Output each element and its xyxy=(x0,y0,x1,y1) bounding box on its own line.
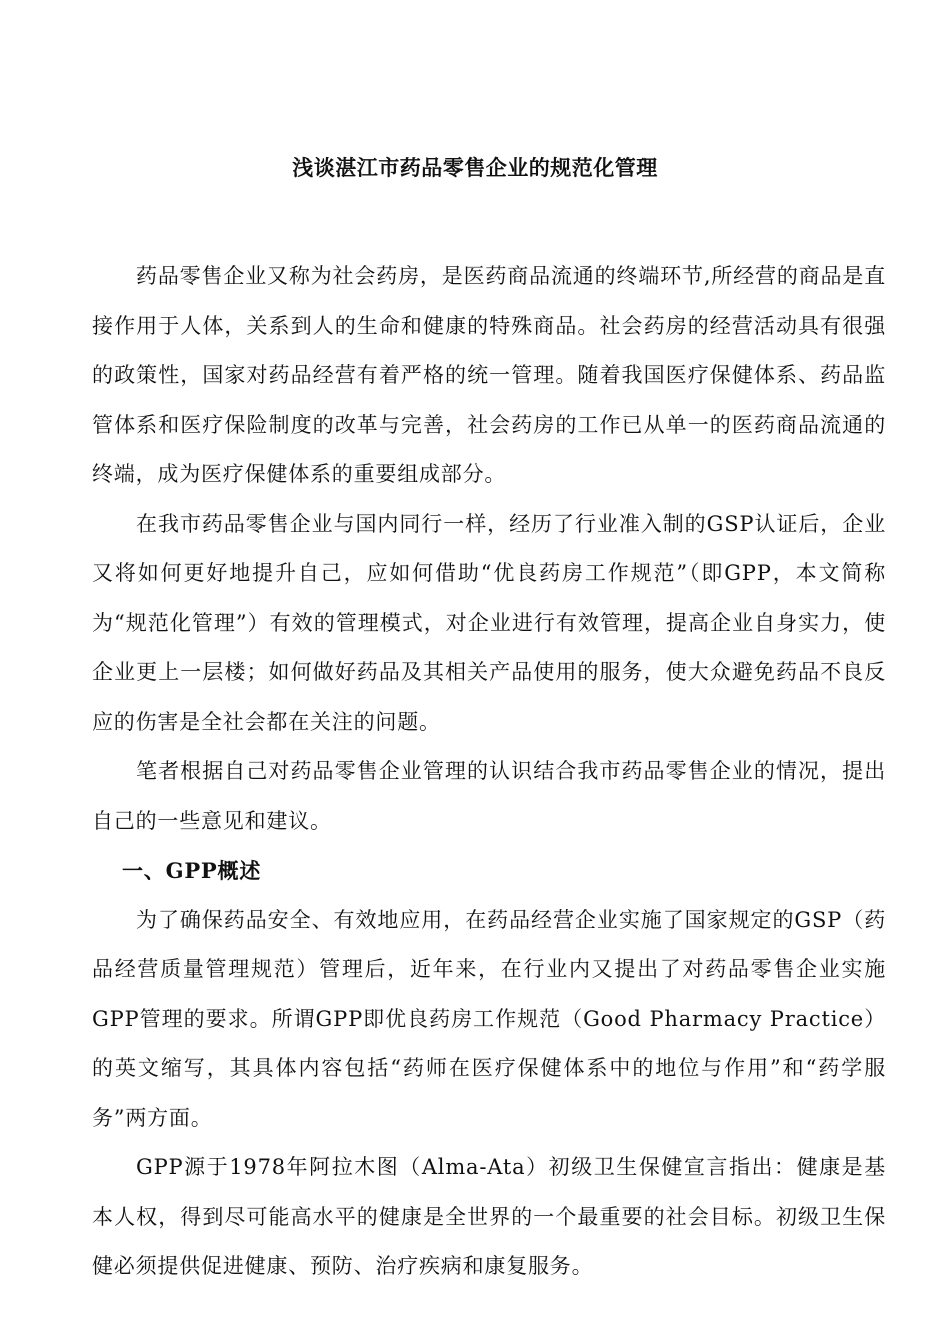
document-body xyxy=(92,252,886,1292)
document-title: 浅谈湛江市药品零售企业的规范化管理 xyxy=(292,155,658,180)
paragraph-gpp-definition: 为了确保药品安全、有效地应用，在药品经营企业实施了国家规定的GSP（药品经营质量管理规范）管理后，近年来，在行业内又提出了对药品零售企业实施GPP管理的要求。所谓GPP即优良药房工作规范（Good Pharmacy Practice）的英文缩写，其具体内容包括“药师在医疗保健体系中的地位与作用”和“药学服务”两方面。 xyxy=(92,907,886,1130)
paragraph-gpp-origin: GPP源于1978年阿拉木图（Alma-Ata）初级卫生保健宣言指出：健康是基本人权，得到尽可能高水平的健康是全世界的一个最重要的社会目标。初级卫生保健必须提供促进健康、预防、治疗疾病和康复服务。 xyxy=(92,1155,886,1278)
paragraph-intro: 药品零售企业又称为社会药房，是医药商品流通的终端环节,所经营的商品是直接作用于人体，关系到人的生命和健康的特殊商品。社会药房的经营活动具有很强的政策性，国家对药品经营有着严格的统一管理。随着我国医疗保健体系、药品监管体系和医疗保险制度的改革与完善，社会药房的工作已从单一的医药商品流通的终端，成为医疗保健体系的重要组成部分。 xyxy=(92,264,886,486)
paragraph-gsp-gpp: 在我市药品零售企业与国内同行一样，经历了行业准入制的GSP认证后，企业又将如何更好地提升自己，应如何借助“优良药房工作规范”（即GPP，本文简称为“规范化管理”）有效的管理模式，对企业进行有效管理，提高企业自身实力，使企业更上一层楼；如何做好药品及其相关产品使用的服务，使大众避免药品不良反应的伤害是全社会都在关注的问题。 xyxy=(92,511,886,734)
paragraph-author-note: 笔者根据自己对药品零售企业管理的认识结合我市药品零售企业的情况，提出自己的一些意见和建议。 xyxy=(92,759,886,833)
section-heading-gpp-overview: 一、GPP概述 xyxy=(122,858,262,883)
